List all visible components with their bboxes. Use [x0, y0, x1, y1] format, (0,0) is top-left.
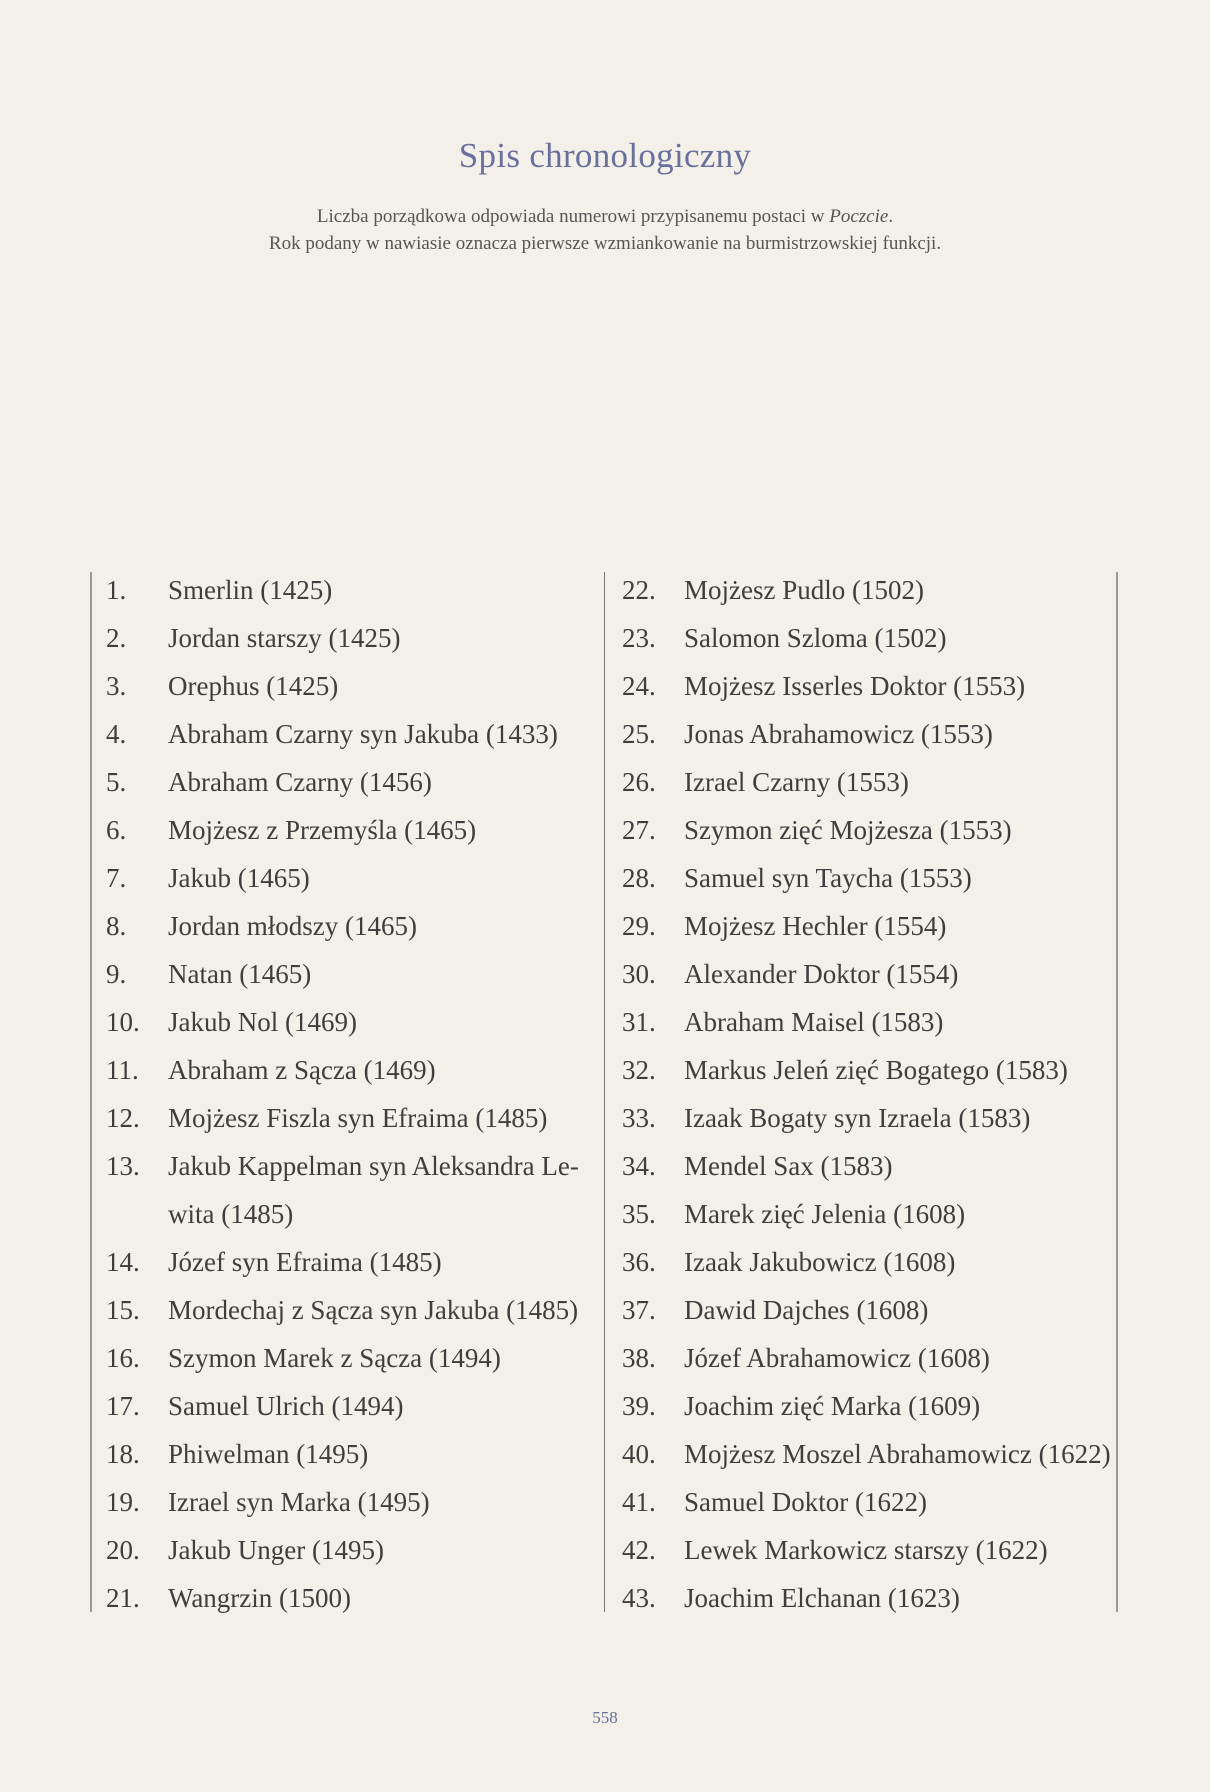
- list-item: [622, 1334, 1112, 1382]
- list-item-number: 12.: [106, 1103, 140, 1133]
- list-item-text: Mojżesz z Przemyśla (1465): [168, 815, 477, 845]
- list-item: [106, 998, 596, 1046]
- list-item-text: Abraham Czarny syn Jakuba (1433): [168, 719, 558, 749]
- list-item-text: Salomon Szloma (1502): [684, 623, 947, 653]
- list-item-text: Izaak Bogaty syn Izraela (1583): [684, 1103, 1031, 1133]
- list-item: [622, 758, 1112, 806]
- list-item-number: 41.: [622, 1487, 656, 1517]
- list-item-text: Jakub (1465): [168, 863, 310, 893]
- list-item-text: Joachim zięć Marka (1609): [684, 1391, 981, 1421]
- list-item-text: Abraham Maisel (1583): [684, 1007, 944, 1037]
- list-item-number: 29.: [622, 911, 656, 941]
- list-item: [106, 1286, 596, 1334]
- list-item-text: wita (1485): [168, 1199, 294, 1229]
- subtitle-line-2: Rok podany w nawiasie oznacza pierwsze wzmiankowanie na burmistrzowskiej funkcji.: [268, 233, 942, 254]
- list-item-text: Mojżesz Moszel Abrahamowicz (1622): [684, 1439, 1111, 1469]
- list-item-number: 39.: [622, 1391, 656, 1421]
- list-item-text: Mordechaj z Sącza syn Jakuba (1485): [168, 1295, 579, 1325]
- middle-divider-line: [604, 572, 605, 1612]
- list-item-text: Jonas Abrahamowicz (1553): [684, 719, 993, 749]
- list-item: [106, 758, 596, 806]
- list-item: [622, 1574, 1112, 1622]
- list-item-text: Jakub Nol (1469): [168, 1007, 357, 1037]
- list-item-number: 38.: [622, 1343, 656, 1373]
- list-item-text: Samuel Ulrich (1494): [168, 1391, 404, 1421]
- list-item: [622, 950, 1112, 998]
- list-item: [622, 1286, 1112, 1334]
- list-item-number: 26.: [622, 767, 656, 797]
- list-item-text: Szymon zięć Mojżesza (1553): [684, 815, 1012, 845]
- list-item-number: 17.: [106, 1391, 140, 1421]
- list-item: [106, 854, 596, 902]
- list-item: [106, 614, 596, 662]
- list-item-number: 31.: [622, 1007, 656, 1037]
- list-item-text: Phiwelman (1495): [168, 1439, 369, 1469]
- list-item-number: 9.: [106, 959, 127, 989]
- list-item-text: Izrael Czarny (1553): [684, 767, 909, 797]
- list-item-text: Jordan młodszy (1465): [168, 911, 417, 941]
- list-item-text: Jakub Unger (1495): [168, 1535, 384, 1565]
- page-number: 558: [592, 1708, 618, 1727]
- list-item-number: 34.: [622, 1151, 656, 1181]
- list-item-text: Józef Abrahamowicz (1608): [684, 1343, 990, 1373]
- list-item: [622, 854, 1112, 902]
- subtitle-line-1-text: Liczba porządkowa odpowiada numerowi przypisanemu postaci w: [316, 206, 830, 227]
- page-title: Spis chronologiczny: [458, 136, 752, 175]
- list-item: [106, 566, 596, 614]
- list-item-number: 40.: [622, 1439, 656, 1469]
- list-item-number: 5.: [106, 767, 127, 797]
- list-item-text: Abraham Czarny (1456): [168, 767, 432, 797]
- list-item: [106, 1046, 596, 1094]
- list-item-number: 43.: [622, 1583, 656, 1613]
- list-item: [622, 710, 1112, 758]
- list-item-text: Joachim Elchanan (1623): [684, 1583, 960, 1613]
- list-item: [622, 614, 1112, 662]
- left-border-line: [90, 572, 92, 1612]
- list-item: [106, 1190, 596, 1238]
- list-item: [622, 1526, 1112, 1574]
- list-item-text: Markus Jeleń zięć Bogatego (1583): [684, 1055, 1068, 1085]
- list-item: [106, 1430, 596, 1478]
- list-item: [106, 1334, 596, 1382]
- list-item: [622, 1190, 1112, 1238]
- list-item-text: Abraham z Sącza (1469): [168, 1055, 436, 1085]
- list-item: [106, 1526, 596, 1574]
- list-item: [622, 1382, 1112, 1430]
- subtitle-line-1: [0, 206, 1210, 228]
- list-item-text: Izrael syn Marka (1495): [168, 1487, 430, 1517]
- list-item-number: 27.: [622, 815, 656, 845]
- list-item-text: Mojżesz Pudlo (1502): [684, 575, 924, 605]
- list-item-text: Mojżesz Fiszla syn Efraima (1485): [168, 1103, 548, 1133]
- list-item-number: 8.: [106, 911, 127, 941]
- list-item-number: 2.: [106, 623, 127, 653]
- list-item-text: Alexander Doktor (1554): [684, 959, 959, 989]
- list-item-number: 32.: [622, 1055, 656, 1085]
- list-item-number: 33.: [622, 1103, 656, 1133]
- subtitle-line-1-end: .: [888, 206, 894, 227]
- list-item-number: 35.: [622, 1199, 656, 1229]
- list-item: [106, 662, 596, 710]
- list-item-text: Mendel Sax (1583): [684, 1151, 893, 1181]
- list-item-number: 16.: [106, 1343, 140, 1373]
- list-item-text: Wangrzin (1500): [168, 1583, 352, 1613]
- list-item-number: 10.: [106, 1007, 140, 1037]
- list-item: [106, 1142, 596, 1190]
- list-item: [106, 1574, 596, 1622]
- list-item-text: Smerlin (1425): [168, 575, 333, 605]
- list-item-number: 25.: [622, 719, 656, 749]
- list-item-text: Mojżesz Isserles Doktor (1553): [684, 671, 1026, 701]
- list-item-number: 6.: [106, 815, 127, 845]
- list-item-number: 15.: [106, 1295, 140, 1325]
- list-item: [622, 1478, 1112, 1526]
- list-item: [106, 1238, 596, 1286]
- list-item-text: Jordan starszy (1425): [168, 623, 401, 653]
- list-item-number: 13.: [106, 1151, 140, 1181]
- list-item: [622, 998, 1112, 1046]
- list-item: [622, 1094, 1112, 1142]
- list-item: [622, 566, 1112, 614]
- list-item-number: 23.: [622, 623, 656, 653]
- right-column-list: [622, 566, 1112, 1622]
- list-item-number: 1.: [106, 575, 127, 605]
- list-item-text: Dawid Dajches (1608): [684, 1295, 929, 1325]
- list-item-number: 20.: [106, 1535, 140, 1565]
- list-item: [622, 662, 1112, 710]
- list-item: [622, 1046, 1112, 1094]
- list-item-text: Orephus (1425): [168, 671, 339, 701]
- list-item-text: Szymon Marek z Sącza (1494): [168, 1343, 501, 1373]
- list-item-text: Samuel syn Taycha (1553): [684, 863, 972, 893]
- list-item: [106, 950, 596, 998]
- list-item-number: 21.: [106, 1583, 140, 1613]
- list-item-text: Józef syn Efraima (1485): [168, 1247, 442, 1277]
- list-item-text: Jakub Kappelman syn Aleksandra Le-: [168, 1151, 579, 1181]
- list-item: [622, 1238, 1112, 1286]
- subtitle-line-1-italic: Poczcie: [829, 206, 889, 227]
- list-item-number: 19.: [106, 1487, 140, 1517]
- list-item-number: 24.: [622, 671, 656, 701]
- list-item: [106, 1382, 596, 1430]
- list-item: [622, 1142, 1112, 1190]
- list-item-number: [106, 1190, 168, 1238]
- list-item: [622, 806, 1112, 854]
- list-item-text: Samuel Doktor (1622): [684, 1487, 927, 1517]
- list-item-number: 36.: [622, 1247, 656, 1277]
- list-item-number: 4.: [106, 719, 127, 749]
- list-item-text: Marek zięć Jelenia (1608): [684, 1199, 966, 1229]
- list-item-number: 42.: [622, 1535, 656, 1565]
- left-column-list: [106, 566, 596, 1622]
- list-item-text: Izaak Jakubowicz (1608): [684, 1247, 956, 1277]
- list-item-text: Mojżesz Hechler (1554): [684, 911, 947, 941]
- list-item: [106, 902, 596, 950]
- list-item: [106, 1478, 596, 1526]
- list-item: [622, 1430, 1112, 1478]
- list-item: [622, 902, 1112, 950]
- list-item: [106, 806, 596, 854]
- list-item-number: 22.: [622, 575, 656, 605]
- list-item-text: Lewek Markowicz starszy (1622): [684, 1535, 1048, 1565]
- list-item: [106, 1094, 596, 1142]
- list-item: [106, 710, 596, 758]
- list-item-number: 11.: [106, 1055, 139, 1085]
- list-item-number: 18.: [106, 1439, 140, 1469]
- right-border-line: [1116, 572, 1118, 1612]
- list-item-number: 14.: [106, 1247, 140, 1277]
- list-item-text: Natan (1465): [168, 959, 312, 989]
- list-item-number: 7.: [106, 863, 127, 893]
- list-item-number: 30.: [622, 959, 656, 989]
- list-item-number: 28.: [622, 863, 656, 893]
- list-item-number: 37.: [622, 1295, 656, 1325]
- list-item-number: 3.: [106, 671, 127, 701]
